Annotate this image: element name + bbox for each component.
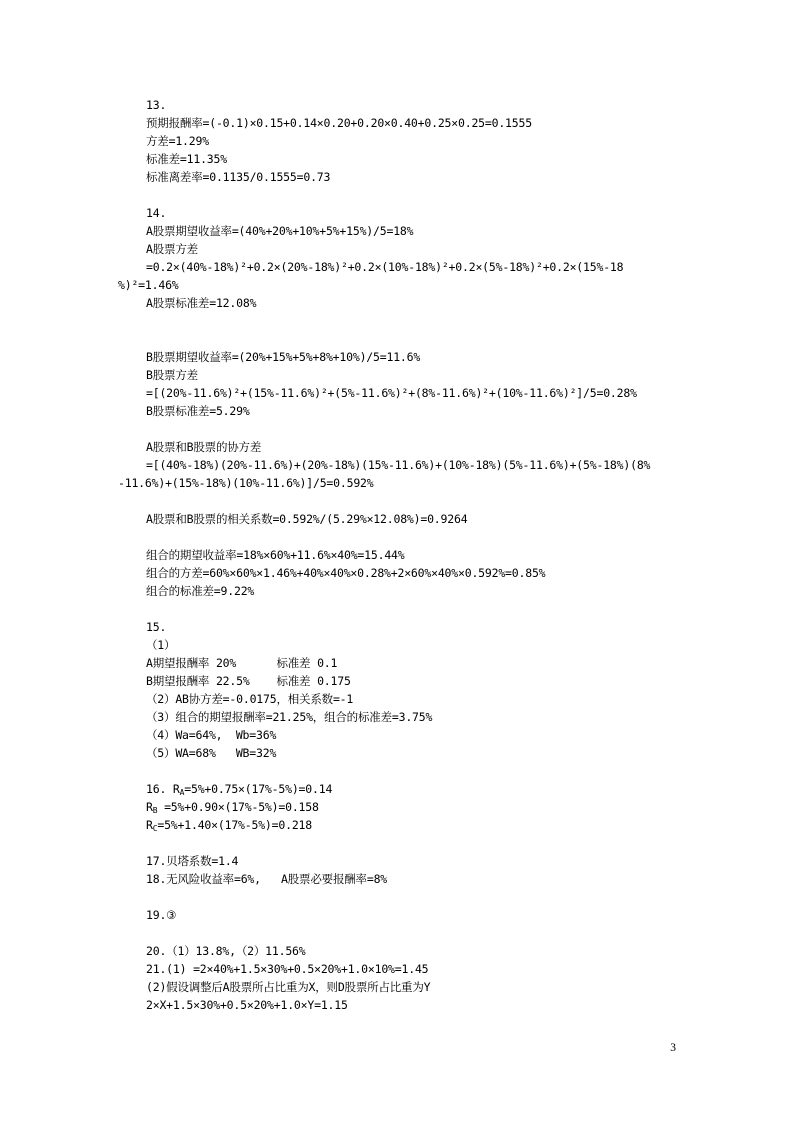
q14-portfolio-std: 组合的标准差=9.22% (146, 584, 255, 598)
q13-cv: 标准离差率=0.1135/0.1555=0.73 (146, 170, 331, 184)
q13-std-dev: 标准差=11.35% (146, 152, 227, 166)
q14-portfolio-variance: 组合的方差=60%×60%×1.46%+40%×40%×0.28%+2×60%×40%×0.592%=0.85% (146, 566, 546, 580)
q15-b-line: B期望报酬率 22.5% 标准差 0.175 (146, 674, 351, 688)
q14-a-std: A股票标准差=12.08% (146, 296, 257, 310)
q14-correlation: A股票和B股票的相关系数=0.592%/(5.29%×12.08%)=0.9264 (146, 512, 468, 526)
q13-expected-return: 预期报酬率=(-0.1)×0.15+0.14×0.20+0.20×0.40+0.25×0.25=0.1555 (146, 116, 532, 130)
q19-answer: 19.③ (146, 908, 177, 922)
q15-a-line: A期望报酬率 20% 标准差 0.1 (146, 656, 338, 670)
q17-answer: 17.贝塔系数=1.4 (146, 854, 239, 868)
q15-part5: （5）WA=68% WB=32% (146, 746, 277, 760)
q15-number: 15. (146, 620, 167, 634)
q14-cov-line1: =[(40%-18%)(20%-11.6%)+(20%-18%)(15%-11.6%)+(10%-18%)(5%-11.6%)+(5%-18%)(8% (146, 458, 651, 472)
q14-cov-label: A股票和B股票的协方差 (146, 440, 262, 454)
q16-rc: $R_C=5\%+1.40\times(17\%-5\%)=0.218$ (146, 818, 313, 833)
q20-answer: 20.（1）13.8%,（2）11.56% (146, 944, 306, 958)
q13-variance: 方差=1.29% (146, 134, 209, 148)
q14-b-std: B股票标准差=5.29% (146, 404, 250, 418)
q21-line3: 2×X+1.5×30%+0.5×20%+1.0×Y=1.15 (146, 998, 348, 1012)
q15-part2: （2）AB协方差=-0.0175，相关系数=-1 (146, 692, 354, 706)
q18-answer: 18.无风险收益率=6%, A股票必要报酬率=8% (146, 872, 388, 886)
q14-cov-line2: -11.6%)+(15%-18%)(10%-11.6%)]/5=0.592% (118, 476, 374, 490)
q14-portfolio-expected: 组合的期望收益率=18%×60%+11.6%×40%=15.44% (146, 548, 405, 562)
q14-a-var-label: A股票方差 (146, 242, 198, 256)
q13-number: 13. (146, 98, 167, 112)
q16-rb: $R_B =5\%+0.90\times(17\%-5\%)=0.158$ (146, 800, 319, 815)
page-number: 3 (670, 1042, 676, 1054)
q14-a-var-line2: %)²=1.46% (118, 278, 179, 292)
q14-b-var-label: B股票方差 (146, 368, 198, 382)
q21-line1: 21.(1) =2×40%+1.5×30%+0.5×20%+1.0×10%=1.45 (146, 962, 429, 976)
q15-part4: （4）Wa=64%, Wb=36% (146, 728, 277, 742)
q21-line2: (2)假设调整后A股票所占比重为X，则D股票所占比重为Y (146, 980, 431, 994)
q15-part1: （1） (146, 638, 176, 652)
q15-part3: （3）组合的期望报酬率=21.25%，组合的标准差=3.75% (146, 710, 433, 724)
q14-b-var-line: =[(20%-11.6%)²+(15%-11.6%)²+(5%-11.6%)²+(8%-11.6%)²+(10%-11.6%)²]/5=0.28% (146, 386, 637, 400)
q14-a-var-line1: =0.2×(40%-18%)²+0.2×(20%-18%)²+0.2×(10%-18%)²+0.2×(5%-18%)²+0.2×(15%-18 (146, 260, 624, 274)
q14-a-expected: A股票期望收益率=(40%+20%+10%+5%+15%)/5=18% (146, 224, 414, 238)
q14-number: 14. (146, 206, 167, 220)
q14-b-expected: B股票期望收益率=(20%+15%+5%+8%+10%)/5=11.6% (146, 350, 421, 364)
q16-ra: 16. $R_A=5\%+0.75\times(17\%-5\%)=0.14$ (146, 782, 333, 797)
